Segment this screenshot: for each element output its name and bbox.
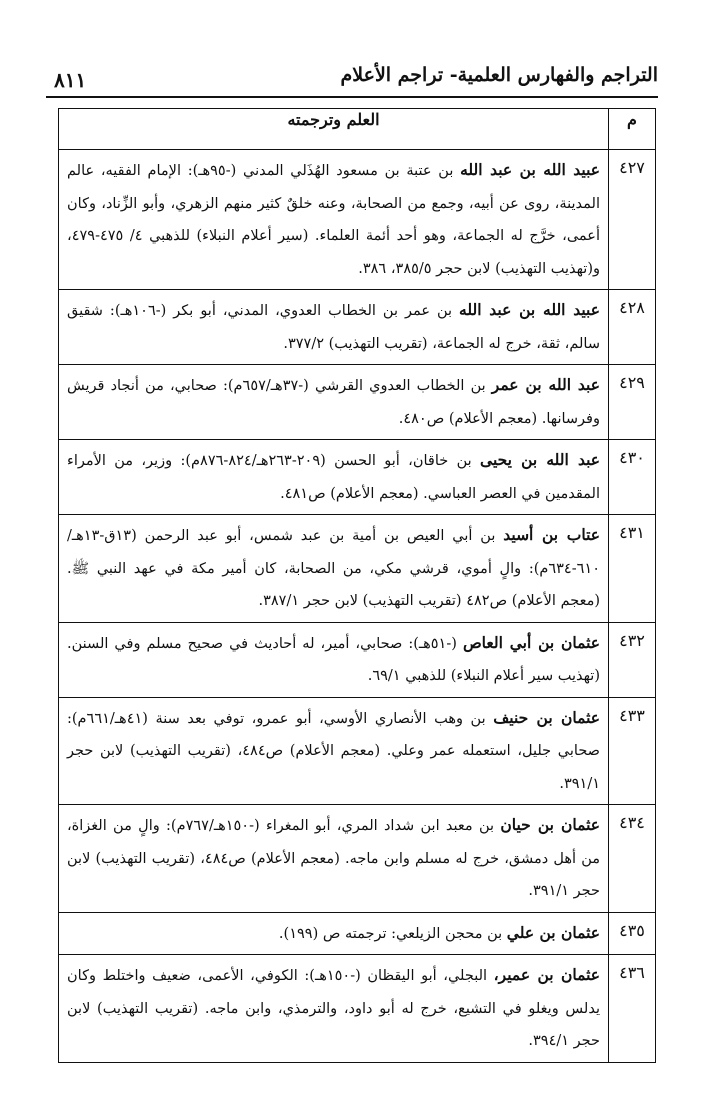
- entry-text: البجلي، أبو اليقظان (-١٥٠هـ): الكوفي، الأعمى، ضعيف واختلط وكان يدلس ويغلو في التشيع، خرج له أبو داود، والترمذي، وابن ماجه. (تقريب التهذيب) لابن حجر ٣٩٤/١.: [67, 968, 600, 1049]
- table-row: [59, 622, 656, 697]
- entry-number: ٤٣٢: [609, 622, 656, 697]
- entry-biography: [59, 955, 609, 1063]
- entry-biography: [59, 515, 609, 623]
- entry-biography: [59, 150, 609, 290]
- entry-name: عبد الله بن عمر: [491, 375, 600, 394]
- entry-number: ٤٣٣: [609, 697, 656, 805]
- entry-biography: [59, 912, 609, 955]
- entry-name: عتاب بن أسيد: [503, 525, 600, 544]
- entry-biography: [59, 697, 609, 805]
- entry-text: بن خاقان، أبو الحسن (٢٠٩-٢٦٣هـ/٨٢٤-٨٧٦م): وزير، من الأمراء المقدمين في العصر العباسي. (معجم الأعلام) ص٤٨١.: [67, 453, 600, 502]
- page-header: [46, 64, 658, 92]
- entry-number: ٤٣١: [609, 515, 656, 623]
- table-row: [59, 697, 656, 805]
- header-rule: [46, 96, 658, 98]
- entry-name: عثمان بن عمير،: [493, 965, 601, 984]
- entry-number: ٤٣٦: [609, 955, 656, 1063]
- entry-name: عثمان بن حنيف: [493, 707, 601, 727]
- entry-number: ٤٢٧: [609, 150, 656, 290]
- table-row: [59, 912, 656, 955]
- entry-number: ٤٢٩: [609, 365, 656, 440]
- entry-text: (-٥١هـ): صحابي، أمير، له أحاديث في صحيح مسلم وفي السنن. (تهذيب سير أعلام النبلاء) للذهبي ٦٩/١.: [67, 635, 600, 684]
- table-row: [59, 365, 656, 440]
- column-header-number: م: [609, 109, 656, 150]
- column-header-name: العلم وترجمته: [59, 109, 609, 150]
- biographies-table: [58, 108, 656, 1063]
- entry-name: عثمان بن حيان: [500, 815, 601, 834]
- table-row: [59, 290, 656, 365]
- entry-number: ٤٣٥: [609, 912, 656, 955]
- entry-biography: [59, 440, 609, 515]
- entry-text: بن محجن الزيلعي: ترجمته ص (١٩٩).: [278, 925, 503, 942]
- table-row: [59, 440, 656, 515]
- entry-biography: [59, 622, 609, 697]
- entry-text: بن عتبة بن مسعود الهُذَلي المدني (-٩٥هـ): الإمام الفقيه، عالم المدينة، روى عن أبيه، وجمع من الصحابة، وعنه خلقٌ كثير منهم الزهري، وأبو الزِّناد، وكان أعمى، خرَّج له الجماعة، وهو أحد أئمة العلماء. (سير أعلام النبلاء) للذهبي ٤/ ٤٧٥-٤٧٩، و(تهذيب التهذيب) لابن حجر ٣٨٥/٥، ٣٨٦.: [67, 163, 600, 277]
- running-title: التراجم والفهارس العلمية- تراجم الأعلام: [340, 64, 658, 86]
- table-row: [59, 805, 656, 913]
- entry-biography: [59, 365, 609, 440]
- entry-text: بن عمر بن الخطاب العدوي، المدني، أبو بكر (-١٠٦هـ): شقيق سالم، ثقة، خرج له الجماعة، (تقريب التهذيب) ٣٧٧/٢.: [67, 303, 600, 352]
- entry-text: بن وهب الأنصاري الأوسي، أبو عمرو، توفي بعد سنة (٤١هـ/٦٦١م): صحابي جليل، استعمله عمر وعلي. (معجم الأعلام) ص٤٨٤، (تقريب التهذيب) لابن حجر ٣٩١/١.: [67, 710, 600, 792]
- entry-biography: [59, 290, 609, 365]
- entry-biography: [59, 805, 609, 913]
- table-row: [59, 515, 656, 623]
- table-row: [59, 150, 656, 290]
- entry-name: عثمان بن علي: [506, 922, 600, 942]
- entry-number: ٤٣٤: [609, 805, 656, 913]
- entry-number: ٤٣٠: [609, 440, 656, 515]
- entry-name: عبيد الله بن عبد الله: [459, 300, 600, 319]
- table-row: [59, 955, 656, 1063]
- biographies-table-container: [58, 108, 656, 1048]
- entry-name: عبيد الله بن عبد الله: [460, 160, 600, 179]
- page-number: ٨١١: [54, 68, 87, 92]
- entry-text: بن الخطاب العدوي القرشي (-٣٧هـ/٦٥٧م): صحابي، من أنجاد قريش وفرسانها. (معجم الأعلام) ص٤٨٠.: [67, 378, 600, 427]
- entry-name: عبد الله بن يحيى: [480, 450, 601, 469]
- entry-name: عثمان بن أبي العاص: [462, 632, 600, 652]
- table-body: [59, 150, 656, 1063]
- entry-text: بن أبي العيص بن أمية بن عبد شمس، أبو عبد الرحمن (١٣ق-١٣هـ/ ٦١٠-٦٣٤م): والٍ أموي، قرشي مكي، من الصحابة، كان أمير مكة في عهد النبي ﷺ. (معجم الأعلام) ص٤٨٢ (تقريب التهذيب) لابن حجر ٣٨٧/١.: [67, 528, 600, 609]
- entry-number: ٤٢٨: [609, 290, 656, 365]
- entry-text: بن معبد ابن شداد المري، أبو المغراء (-١٥٠هـ/٧٦٧م): والٍ من الغزاة، من أهل دمشق، خرج له مسلم وابن ماجه. (معجم الأعلام) ص٤٨٤، (تقريب التهذيب) لابن حجر ٣٩١/١.: [67, 818, 601, 899]
- table-header-row: [59, 109, 656, 150]
